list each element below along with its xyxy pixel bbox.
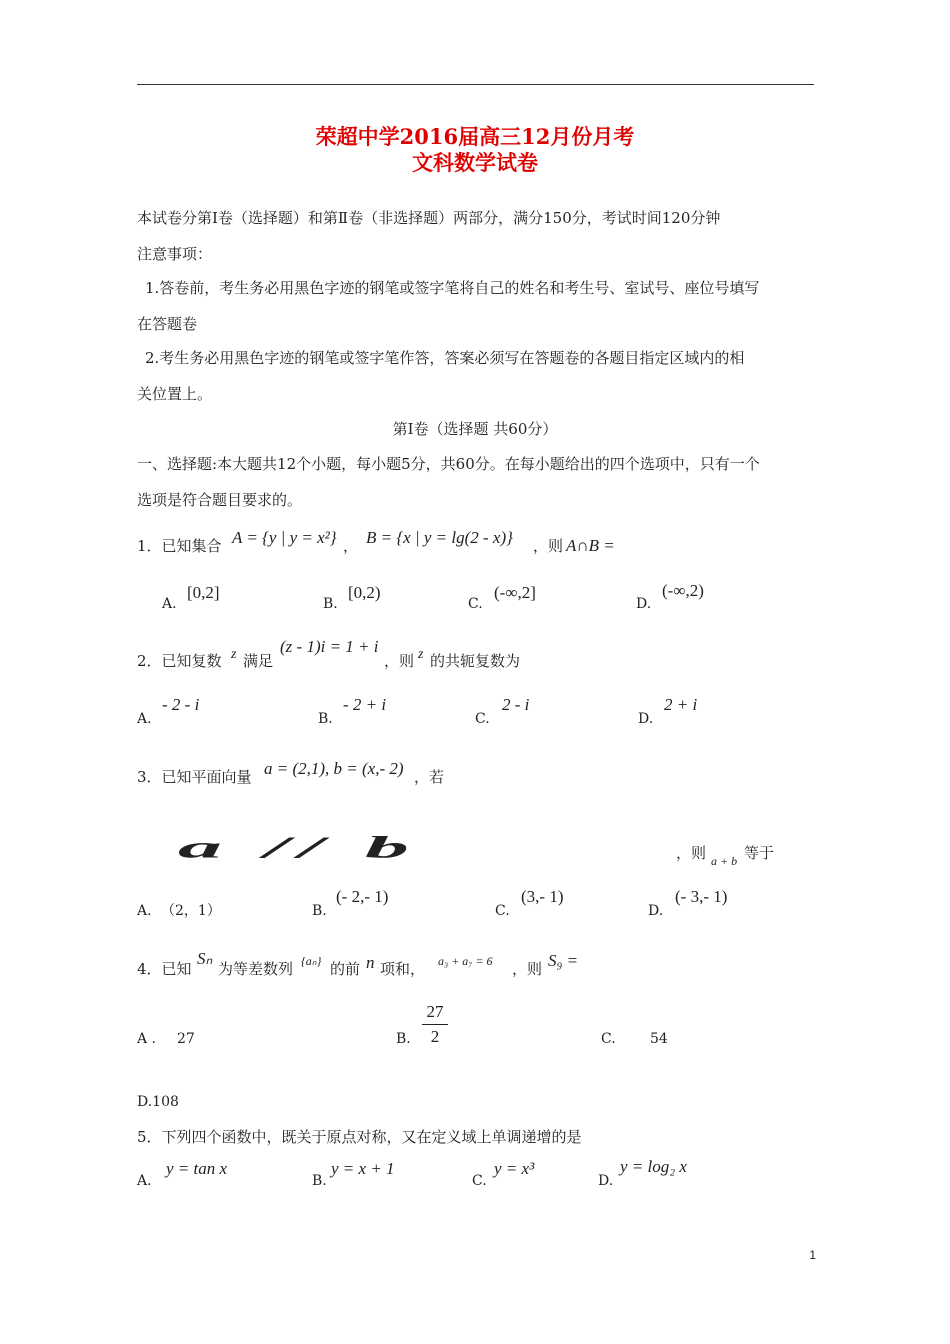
notice-item-1-cont: 在答题卷 xyxy=(137,315,198,333)
q5-option-b: y = x + 1 xyxy=(331,1159,395,1178)
q4-option-b-fraction xyxy=(422,1002,448,1047)
q5-option-d-label: D. xyxy=(598,1173,614,1189)
fraction-denominator: 2 xyxy=(430,1027,440,1046)
page-number: 1 xyxy=(809,1248,816,1262)
q4-option-d: D.108 xyxy=(137,1094,179,1110)
q2-mid: 满足 xyxy=(243,652,274,670)
q3-eq: 等于 xyxy=(744,844,775,862)
q3-option-a-label: A. xyxy=(137,903,152,919)
q1-option-d: (-∞,2) xyxy=(662,581,704,600)
q2-z2: z xyxy=(418,647,424,662)
q3-option-c-label: C. xyxy=(495,903,510,919)
q5-option-c: y = x³ xyxy=(494,1159,535,1178)
q4-condition: a₃ + a₇ = 6 xyxy=(438,954,493,968)
section-desc-cont: 选项是符合题目要求的。 xyxy=(137,491,303,509)
q1-sep: ， xyxy=(343,537,359,555)
notice-heading: 注意事项： xyxy=(137,245,213,263)
q3-then: ，则 xyxy=(676,844,707,862)
q3-option-c: (3,- 1) xyxy=(521,887,564,906)
q3-sum: a + b xyxy=(711,854,738,868)
q1-option-c: (-∞,2] xyxy=(494,583,536,602)
notice-item-2: 2.考生务必用黑色字迹的钢笔或签字笔作答，答案必须写在答题卷的各题目指定区域内的相 xyxy=(145,349,745,367)
q1-then: ，则 xyxy=(533,537,564,555)
q4-option-a: 27 xyxy=(177,1031,195,1047)
fraction-bar xyxy=(422,1024,448,1025)
section-desc: 一、选择题:本大题共12个小题，每小题5分，共60分。在每小题给出的四个选项中，只有一个 xyxy=(137,455,760,473)
q4-option-a-label: A . xyxy=(137,1031,157,1047)
q2-tail: 的共轭复数为 xyxy=(430,652,521,670)
intro-line: 本试卷分第Ⅰ卷（选择题）和第Ⅱ卷（非选择题）两部分，满分150分，考试时间120分钟 xyxy=(137,209,721,227)
q1-option-a: [0,2] xyxy=(187,583,220,602)
q2-equation: (z - 1)i = 1 + i xyxy=(280,637,379,656)
header-rule xyxy=(137,84,814,85)
fraction-numerator: 27 xyxy=(426,1002,444,1021)
q1-set-b: B = {x | y = lg(2 - x)} xyxy=(366,528,513,547)
q1-stem: 1．已知集合 xyxy=(137,537,222,555)
q4-option-c: 54 xyxy=(650,1031,668,1047)
q4-then: ，则 xyxy=(512,960,543,978)
q4-option-c-label: C. xyxy=(601,1031,616,1047)
q2-z: z xyxy=(231,647,237,662)
q2-option-d-label: D. xyxy=(638,711,654,727)
q3-if: ，若 xyxy=(414,768,445,786)
q2-option-a: - 2 - i xyxy=(162,695,200,714)
q4-mid1: 为等差数列 xyxy=(218,960,294,978)
q3-option-d: (- 3,- 1) xyxy=(675,887,728,906)
notice-item-2-cont: 关位置上。 xyxy=(137,385,213,403)
q2-option-b: - 2 + i xyxy=(343,695,387,714)
q3-option-a: （2，1） xyxy=(161,903,221,919)
q4-an: {aₙ} xyxy=(301,954,322,968)
q5-option-a: y = tan x xyxy=(166,1159,228,1178)
q4-option-b-label: B. xyxy=(396,1031,411,1047)
q2-option-d: 2 + i xyxy=(664,695,698,714)
q1-option-b: [0,2) xyxy=(348,583,381,602)
q1-option-b-label: B. xyxy=(323,596,338,612)
q4-stem: 4．已知 xyxy=(137,960,192,978)
q4-mid3: 项和， xyxy=(380,960,426,978)
q4-sn: Sₙ xyxy=(197,949,213,968)
q3-option-d-label: D. xyxy=(648,903,664,919)
q2-then: ，则 xyxy=(384,652,415,670)
q1-expr: A∩B = xyxy=(566,536,615,555)
exam-title: 荣超中学2016届高三12月份月考 xyxy=(315,124,635,149)
q3-option-b-label: B. xyxy=(312,903,327,919)
q2-option-a-label: A. xyxy=(137,711,152,727)
q5-option-d: y = log₂ x xyxy=(620,1157,687,1176)
q4-s9: S₉ = xyxy=(548,951,579,970)
q2-option-c-label: C. xyxy=(475,711,490,727)
section-heading: 第Ⅰ卷（选择题 共60分） xyxy=(392,420,558,438)
q2-option-c: 2 - i xyxy=(502,695,530,714)
q4-mid2: 的前 xyxy=(330,960,361,978)
q3-stem: 3．已知平面向量 xyxy=(137,768,252,786)
q5-option-b-label: B. xyxy=(312,1173,327,1189)
q1-set-a: A = {y | y = x²} xyxy=(232,528,337,547)
exam-subtitle: 文科数学试卷 xyxy=(412,150,538,175)
q2-stem: 2．已知复数 xyxy=(137,652,222,670)
notice-item-1: 1.答卷前，考生务必用黑色字迹的钢笔或签字笔将自己的姓名和考生号、室试号、座位号填写 xyxy=(145,279,760,297)
q4-n: n xyxy=(366,953,375,972)
q3-vectors: a = (2,1), b = (x,- 2) xyxy=(264,759,404,778)
q3-option-b: (- 2,- 1) xyxy=(336,887,389,906)
q5-option-c-label: C. xyxy=(472,1173,487,1189)
q2-option-b-label: B. xyxy=(318,711,333,727)
q3-parallel-expr: a // b xyxy=(178,830,419,865)
q1-option-a-label: A. xyxy=(162,596,177,612)
q1-option-c-label: C. xyxy=(468,596,483,612)
q5-option-a-label: A. xyxy=(137,1173,152,1189)
q1-option-d-label: D. xyxy=(636,596,652,612)
q5-stem: 5．下列四个函数中，既关于原点对称，又在定义域上单调递增的是 xyxy=(137,1128,582,1146)
